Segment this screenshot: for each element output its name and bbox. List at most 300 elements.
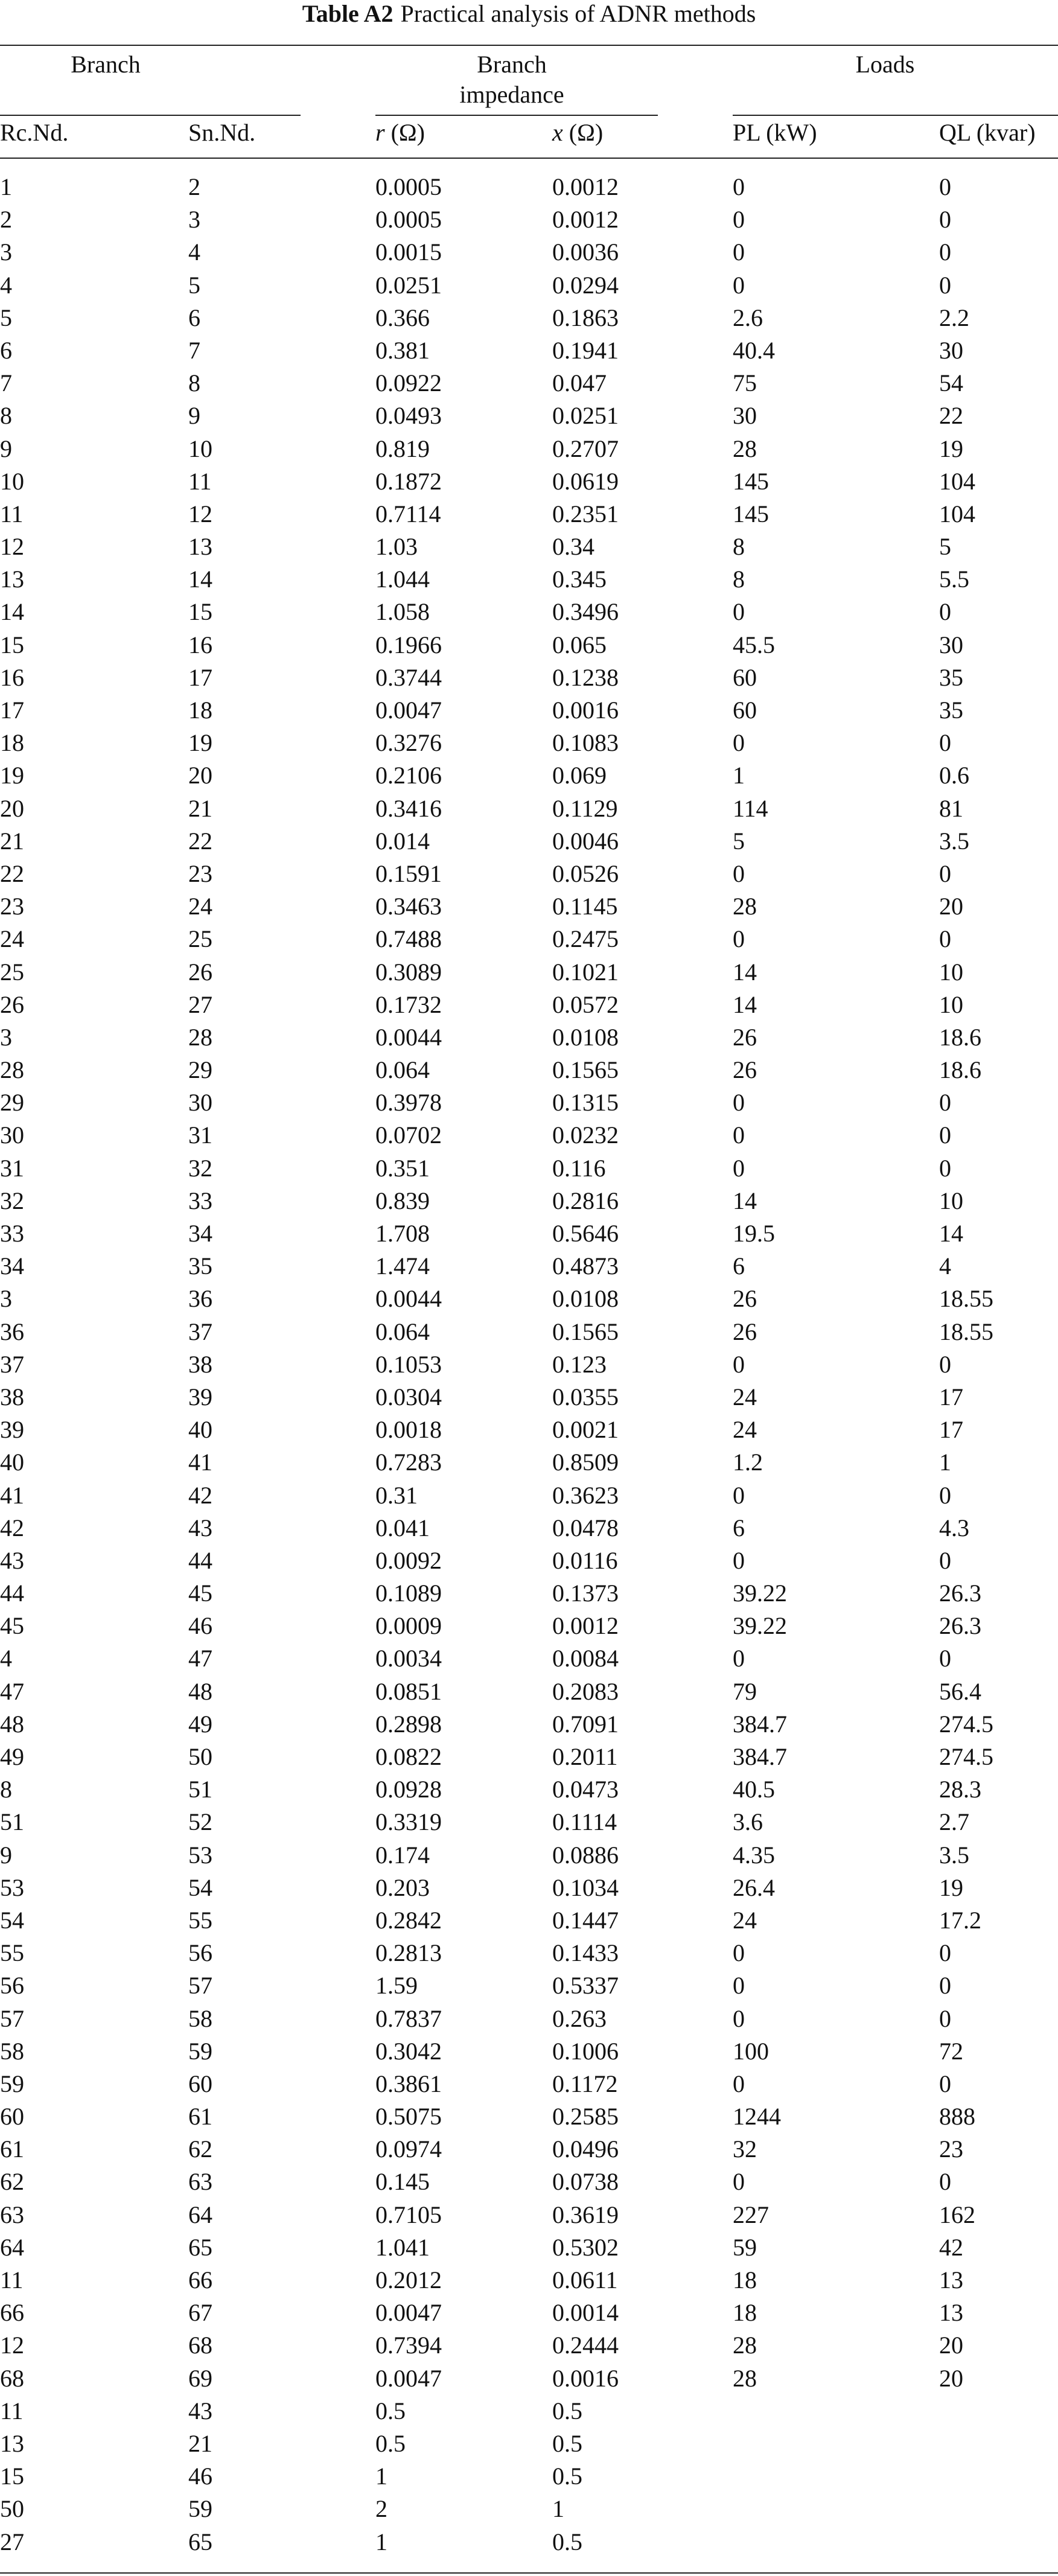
resistance-cell: 0.839	[375, 1187, 430, 1214]
reactance-cell: 0.0232	[552, 1121, 619, 1149]
reactance-cell: 0.123	[552, 1350, 607, 1378]
sn-node-cell: 18	[188, 697, 212, 724]
table-body	[0, 171, 1058, 2558]
table-row	[0, 1937, 1058, 1969]
resistance-cell: 0.381	[375, 336, 430, 364]
ql-cell: 18.6	[939, 1023, 981, 1051]
reactance-cell: 0.0016	[552, 2364, 619, 2392]
rc-node-cell: 59	[0, 2070, 24, 2097]
pl-cell: 14	[733, 958, 757, 986]
impedance-header-line2: impedance	[459, 81, 564, 108]
sn-node-header: Sn.Nd.	[188, 119, 256, 146]
pl-cell: 0	[733, 2168, 745, 2196]
sn-node-cell: 4	[188, 238, 200, 266]
pl-cell: 3.6	[733, 1808, 763, 1836]
resistance-cell: 0.0047	[375, 2299, 442, 2327]
pl-cell: 0	[733, 271, 745, 299]
pl-cell: 145	[733, 467, 769, 495]
resistance-cell: 0.064	[375, 1318, 430, 1345]
table-row	[0, 2297, 1058, 2329]
sn-node-cell: 54	[188, 1873, 212, 1901]
loads-header: Loads	[855, 51, 915, 78]
reactance-cell: 0.0526	[552, 859, 619, 887]
sn-node-cell: 48	[188, 1677, 212, 1705]
table-row	[0, 1348, 1058, 1381]
table-row	[0, 2526, 1058, 2558]
ql-cell: 5.5	[939, 566, 969, 593]
reactance-symbol: x	[552, 119, 563, 146]
table-row	[0, 596, 1058, 628]
sn-node-cell: 28	[188, 1023, 212, 1051]
ql-cell: 0	[939, 2004, 951, 2032]
sn-node-cell: 47	[188, 1645, 212, 1672]
sn-node-cell: 57	[188, 1972, 212, 2000]
table-row	[0, 1152, 1058, 1185]
reactance-cell: 0.1021	[552, 958, 619, 986]
reactance-cell: 0.0016	[552, 697, 619, 724]
reactance-cell: 0.2011	[552, 1743, 618, 1770]
ql-cell: 23	[939, 2135, 963, 2163]
resistance-cell: 1.03	[375, 533, 418, 561]
resistance-symbol: r	[375, 119, 385, 146]
reactance-cell: 0.5302	[552, 2233, 619, 2261]
table-row	[0, 2428, 1058, 2460]
reactance-cell: 0.1034	[552, 1873, 619, 1901]
ql-cell: 30	[939, 336, 963, 364]
pl-cell: 8	[733, 533, 745, 561]
rc-node-cell: 44	[0, 1580, 24, 1607]
loads-subrule	[733, 115, 1058, 116]
sn-node-cell: 33	[188, 1187, 212, 1214]
sn-node-cell: 55	[188, 1906, 212, 1934]
sn-node-cell: 42	[188, 1481, 212, 1509]
rc-node-cell: 42	[0, 1514, 24, 1541]
ql-cell: 20	[939, 2332, 963, 2359]
sn-node-cell: 10	[188, 435, 212, 462]
reactance-cell: 0.5646	[552, 1220, 619, 1247]
rc-node-cell: 10	[0, 467, 24, 495]
resistance-cell: 0.3276	[375, 729, 442, 757]
rc-node-cell: 39	[0, 1416, 24, 1444]
ql-cell: 104	[939, 467, 975, 495]
pl-cell: 4.35	[733, 1841, 775, 1869]
pl-cell: 14	[733, 1187, 757, 1214]
sn-node-cell: 5	[188, 271, 200, 299]
table-row	[0, 890, 1058, 923]
table-row	[0, 1773, 1058, 1806]
ql-cell: 274.5	[939, 1743, 993, 1770]
impedance-header-line1: Branch	[477, 51, 547, 78]
resistance-cell: 0.1966	[375, 631, 442, 658]
table-row	[0, 2395, 1058, 2428]
reactance-cell: 0.5	[552, 2397, 582, 2425]
table-row	[0, 1283, 1058, 1315]
sn-node-cell: 32	[188, 1154, 212, 1182]
resistance-cell: 0.2106	[375, 762, 442, 789]
ql-cell: 3.5	[939, 1841, 969, 1869]
table-row	[0, 2133, 1058, 2166]
table-row	[0, 1021, 1058, 1054]
sn-node-cell: 15	[188, 598, 212, 626]
rc-node-cell: 8	[0, 1776, 12, 1803]
ql-cell: 0	[939, 729, 951, 757]
table-row	[0, 1316, 1058, 1348]
table-row	[0, 1741, 1058, 1773]
ql-cell: 0	[939, 206, 951, 234]
ql-cell: 0	[939, 271, 951, 299]
pl-cell: 32	[733, 2135, 757, 2163]
reactance-cell: 0.1863	[552, 304, 619, 331]
ql-cell: 3.5	[939, 827, 969, 855]
sn-node-cell: 3	[188, 206, 200, 234]
reactance-cell: 0.345	[552, 566, 607, 593]
resistance-cell: 0.0092	[375, 1546, 442, 1574]
reactance-cell: 0.2083	[552, 1677, 619, 1705]
reactance-cell: 0.0619	[552, 467, 619, 495]
ql-cell: 13	[939, 2266, 963, 2294]
ql-cell: 104	[939, 500, 975, 528]
resistance-cell: 0.0822	[375, 1743, 442, 1770]
reactance-unit: (Ω)	[562, 119, 604, 146]
sn-node-cell: 6	[188, 304, 200, 331]
sn-node-cell: 36	[188, 1285, 212, 1313]
pl-cell: 28	[733, 2332, 757, 2359]
reactance-cell: 0.7091	[552, 1710, 619, 1738]
sn-node-cell: 46	[188, 1612, 212, 1640]
reactance-cell: 0.0572	[552, 990, 619, 1018]
rc-node-cell: 47	[0, 1677, 24, 1705]
top-rule	[0, 45, 1058, 46]
resistance-cell: 0.0702	[375, 1121, 442, 1149]
resistance-cell: 1	[375, 2463, 387, 2490]
ql-cell: 2.2	[939, 304, 969, 331]
pl-cell: 0	[733, 173, 745, 200]
sn-node-cell: 9	[188, 402, 200, 430]
rc-node-cell: 6	[0, 336, 12, 364]
pl-cell: 0	[733, 1350, 745, 1378]
sn-node-cell: 65	[188, 2233, 212, 2261]
rc-node-cell: 12	[0, 2332, 24, 2359]
table-row	[0, 302, 1058, 334]
sn-node-cell: 14	[188, 566, 212, 593]
sn-node-cell: 34	[188, 1220, 212, 1247]
table-row	[0, 2329, 1058, 2362]
ql-cell: 42	[939, 2233, 963, 2261]
table-row	[0, 2166, 1058, 2198]
rc-node-cell: 11	[0, 2397, 24, 2425]
rc-node-cell: 43	[0, 1546, 24, 1574]
resistance-cell: 0.2012	[375, 2266, 442, 2294]
ql-cell: 35	[939, 663, 963, 691]
ql-cell: 17.2	[939, 1906, 981, 1934]
rc-node-cell: 9	[0, 1841, 12, 1869]
resistance-cell: 0.0047	[375, 2364, 442, 2392]
ql-cell: 10	[939, 990, 963, 1018]
pl-cell: 24	[733, 1906, 757, 1934]
table-row	[0, 1381, 1058, 1414]
table-row	[0, 956, 1058, 989]
ql-cell: 10	[939, 958, 963, 986]
pl-cell: 0	[733, 238, 745, 266]
resistance-cell: 1.041	[375, 2233, 430, 2261]
table-row	[0, 531, 1058, 563]
reactance-cell: 1	[552, 2495, 564, 2523]
sn-node-cell: 49	[188, 1710, 212, 1738]
rc-node-cell: 8	[0, 402, 12, 430]
pl-cell: 0	[733, 1972, 745, 2000]
resistance-cell: 0.2898	[375, 1710, 442, 1738]
sn-node-cell: 35	[188, 1252, 212, 1280]
pl-cell: 19.5	[733, 1220, 775, 1247]
reactance-cell: 0.0012	[552, 206, 619, 234]
ql-cell: 13	[939, 2299, 963, 2327]
pl-cell: 18	[733, 2266, 757, 2294]
sn-node-cell: 43	[188, 2397, 212, 2425]
rc-node-cell: 5	[0, 304, 12, 331]
resistance-cell: 0.0928	[375, 1776, 442, 1803]
sn-node-cell: 29	[188, 1056, 212, 1084]
rc-node-cell: 64	[0, 2233, 24, 2261]
table-row	[0, 1969, 1058, 2002]
ql-cell: 18.55	[939, 1285, 993, 1313]
resistance-cell: 0.7837	[375, 2004, 442, 2032]
sn-node-cell: 68	[188, 2332, 212, 2359]
resistance-cell: 0.0044	[375, 1023, 442, 1051]
reactance-cell: 0.2351	[552, 500, 619, 528]
resistance-cell: 1.708	[375, 1220, 430, 1247]
reactance-cell: 0.0014	[552, 2299, 619, 2327]
reactance-cell: 0.4873	[552, 1252, 619, 1280]
ql-cell: 19	[939, 1873, 963, 1901]
pl-cell: 100	[733, 2037, 769, 2065]
sn-node-cell: 17	[188, 663, 212, 691]
ql-cell: 28.3	[939, 1776, 981, 1803]
ql-header: QL (kvar)	[939, 119, 1036, 146]
pl-cell: 0	[733, 1154, 745, 1182]
reactance-cell: 0.1129	[552, 794, 618, 822]
rc-node-header: Rc.Nd.	[0, 119, 69, 146]
sn-node-cell: 27	[188, 990, 212, 1018]
table-row	[0, 2493, 1058, 2525]
table-row	[0, 203, 1058, 236]
rc-node-cell: 1	[0, 173, 12, 200]
ql-cell: 888	[939, 2103, 975, 2131]
reactance-cell: 0.5	[552, 2429, 582, 2457]
pl-cell: 227	[733, 2201, 769, 2228]
rc-node-cell: 61	[0, 2135, 24, 2163]
reactance-cell: 0.1565	[552, 1056, 619, 1084]
table-row	[0, 2068, 1058, 2100]
resistance-cell: 0.3089	[375, 958, 442, 986]
resistance-cell: 0.0851	[375, 1677, 442, 1705]
ql-cell: 72	[939, 2037, 963, 2065]
reactance-cell: 0.2707	[552, 435, 619, 462]
pl-cell: 8	[733, 566, 745, 593]
reactance-cell: 0.3496	[552, 598, 619, 626]
sn-node-cell: 20	[188, 762, 212, 789]
impedance-subrule	[375, 115, 658, 116]
reactance-cell: 0.0473	[552, 1776, 619, 1803]
rc-node-cell: 27	[0, 2528, 24, 2555]
table-row	[0, 629, 1058, 662]
pl-cell: 1244	[733, 2103, 781, 2131]
ql-cell: 18.6	[939, 1056, 981, 1084]
table-row	[0, 334, 1058, 367]
table-row	[0, 1904, 1058, 1937]
pl-cell: 6	[733, 1514, 745, 1541]
rc-node-cell: 18	[0, 729, 24, 757]
ql-cell: 54	[939, 369, 963, 397]
sn-node-cell: 60	[188, 2070, 212, 2097]
pl-cell: 1.2	[733, 1449, 763, 1476]
resistance-cell: 0.0922	[375, 369, 442, 397]
sn-node-cell: 46	[188, 2463, 212, 2490]
pl-cell: 26	[733, 1318, 757, 1345]
rc-node-cell: 40	[0, 1449, 24, 1476]
rc-node-cell: 13	[0, 566, 24, 593]
sn-node-cell: 51	[188, 1776, 212, 1803]
sn-node-cell: 21	[188, 794, 212, 822]
rc-node-cell: 17	[0, 697, 24, 724]
rc-node-cell: 25	[0, 958, 24, 986]
table-row	[0, 1185, 1058, 1217]
sn-node-cell: 12	[188, 500, 212, 528]
table-row	[0, 759, 1058, 792]
resistance-cell: 0.1872	[375, 467, 442, 495]
rc-node-cell: 55	[0, 1939, 24, 1967]
rc-node-cell: 49	[0, 1743, 24, 1770]
reactance-cell: 0.065	[552, 631, 607, 658]
rc-node-cell: 33	[0, 1220, 24, 1247]
table-row	[0, 694, 1058, 727]
rc-node-cell: 53	[0, 1873, 24, 1901]
resistance-unit: (Ω)	[384, 119, 425, 146]
rc-node-cell: 45	[0, 1612, 24, 1640]
rc-node-cell: 56	[0, 1972, 24, 2000]
table-row	[0, 367, 1058, 400]
sn-node-cell: 45	[188, 1580, 212, 1607]
table-row	[0, 1708, 1058, 1741]
sn-node-cell: 58	[188, 2004, 212, 2032]
table-row	[0, 2231, 1058, 2264]
pl-cell: 114	[733, 794, 768, 822]
reactance-cell: 0.2475	[552, 925, 619, 953]
sn-node-cell: 22	[188, 827, 212, 855]
ql-cell: 0	[939, 859, 951, 887]
reactance-cell: 0.0108	[552, 1285, 619, 1313]
resistance-cell: 1.474	[375, 1252, 430, 1280]
pl-cell: 30	[733, 402, 757, 430]
resistance-cell: 0.041	[375, 1514, 430, 1541]
rc-node-cell: 2	[0, 206, 12, 234]
reactance-cell: 0.116	[552, 1154, 606, 1182]
pl-cell: 5	[733, 827, 745, 855]
sn-node-cell: 25	[188, 925, 212, 953]
resistance-cell: 1.058	[375, 598, 430, 626]
resistance-cell: 0.0251	[375, 271, 442, 299]
resistance-cell: 0.1089	[375, 1580, 442, 1607]
rc-node-cell: 13	[0, 2429, 24, 2457]
ql-cell: 0	[939, 1972, 951, 2000]
ql-cell: 0	[939, 238, 951, 266]
reactance-cell: 0.0886	[552, 1841, 619, 1869]
reactance-cell: 0.1145	[552, 893, 618, 920]
sn-node-cell: 24	[188, 893, 212, 920]
sn-node-cell: 67	[188, 2299, 212, 2327]
table-row	[0, 2460, 1058, 2493]
table-row	[0, 1119, 1058, 1152]
ql-cell: 0	[939, 598, 951, 626]
rc-node-cell: 3	[0, 1023, 12, 1051]
reactance-cell: 0.5	[552, 2528, 582, 2555]
pl-cell: 6	[733, 1252, 745, 1280]
resistance-cell: 0.7488	[375, 925, 442, 953]
pl-cell: 28	[733, 2364, 757, 2392]
pl-cell: 45.5	[733, 631, 775, 658]
pl-cell: 0	[733, 1939, 745, 1967]
rc-node-cell: 29	[0, 1089, 24, 1117]
reactance-cell: 0.1114	[552, 1808, 617, 1836]
resistance-cell: 0.7114	[375, 500, 441, 528]
reactance-cell: 0.0478	[552, 1514, 619, 1541]
resistance-cell: 0.014	[375, 827, 430, 855]
table-row	[0, 1479, 1058, 1512]
pl-cell: 2.6	[733, 304, 763, 331]
resistance-cell: 0.7394	[375, 2332, 442, 2359]
pl-cell: 0	[733, 1645, 745, 1672]
ql-cell: 1	[939, 1449, 951, 1476]
table-row	[0, 433, 1058, 465]
reactance-cell: 0.1565	[552, 1318, 619, 1345]
pl-cell: 18	[733, 2299, 757, 2327]
resistance-cell: 1	[375, 2528, 387, 2555]
table-row	[0, 171, 1058, 203]
resistance-cell: 0.351	[375, 1154, 430, 1182]
table-row	[0, 400, 1058, 432]
ql-cell: 0	[939, 1481, 951, 1509]
resistance-cell: 0.0009	[375, 1612, 442, 1640]
pl-cell: 79	[733, 1677, 757, 1705]
ql-cell: 14	[939, 1220, 963, 1247]
ql-cell: 20	[939, 893, 963, 920]
pl-cell: 145	[733, 500, 769, 528]
rc-node-cell: 66	[0, 2299, 24, 2327]
reactance-cell: 0.0012	[552, 1612, 619, 1640]
reactance-cell: 0.0021	[552, 1416, 619, 1444]
pl-cell: 59	[733, 2233, 757, 2261]
pl-cell: 24	[733, 1383, 757, 1411]
pl-cell: 0	[733, 2004, 745, 2032]
sn-node-cell: 39	[188, 1383, 212, 1411]
table-row	[0, 1872, 1058, 1904]
reactance-cell: 0.0738	[552, 2168, 619, 2196]
ql-cell: 20	[939, 2364, 963, 2392]
resistance-header	[375, 119, 425, 147]
table-row	[0, 662, 1058, 694]
ql-cell: 0	[939, 1939, 951, 1967]
resistance-cell: 0.3744	[375, 663, 442, 691]
sn-node-cell: 40	[188, 1416, 212, 1444]
resistance-cell: 0.0493	[375, 402, 442, 430]
ql-cell: 0	[939, 1350, 951, 1378]
sn-node-cell: 59	[188, 2037, 212, 2065]
ql-cell: 274.5	[939, 1710, 993, 1738]
sn-node-cell: 38	[188, 1350, 212, 1378]
ql-cell: 4.3	[939, 1514, 969, 1541]
resistance-cell: 0.1732	[375, 990, 442, 1018]
resistance-cell: 0.064	[375, 1056, 430, 1084]
rc-node-cell: 11	[0, 500, 24, 528]
